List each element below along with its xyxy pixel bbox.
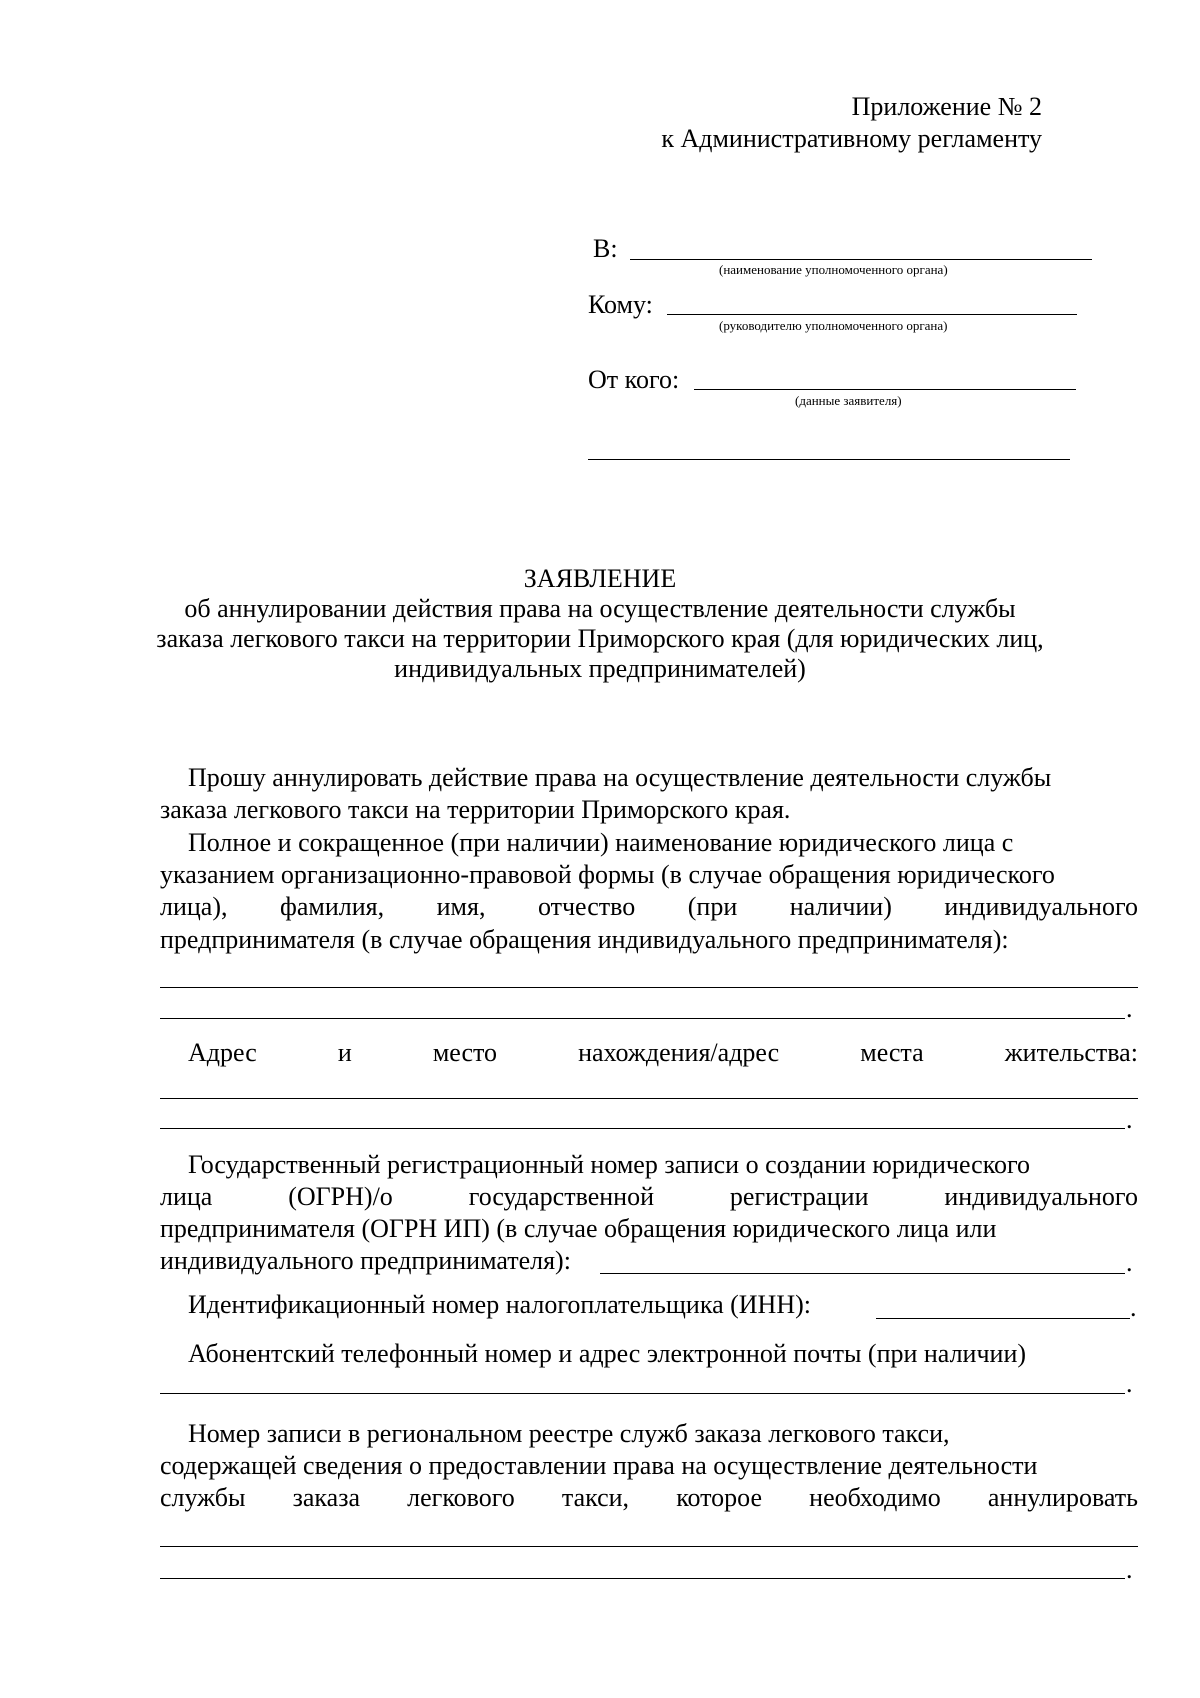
ogrn-fill-line <box>600 1273 1125 1274</box>
registry-line-3: службы заказа легкового такси, которое необходимо аннулировать <box>160 1483 1138 1512</box>
entity-name-period: . <box>1126 994 1133 1023</box>
request-line-2: заказа легкового такси на территории Приморского края. <box>160 795 791 824</box>
registry-period: . <box>1126 1555 1133 1584</box>
document-subtitle-line-2: заказа легкового такси на территории Приморского края (для юридических лиц, <box>156 624 1044 653</box>
document-subtitle-line-1: об аннулировании действия права на осуществление деятельности службы <box>184 594 1016 623</box>
document-heading: ЗАЯВЛЕНИЕ <box>523 564 677 593</box>
to-fill-line <box>630 259 1092 260</box>
whom-hint: (руководителю уполномоченного органа) <box>719 318 948 333</box>
whom-label: Кому: <box>588 290 653 319</box>
contacts-fill-line <box>160 1393 1125 1394</box>
entity-name-line-1: Полное и сокращенное (при наличии) наименование юридического лица с <box>188 828 1014 857</box>
request-line-1: Прошу аннулировать действие права на осуществление деятельности службы <box>188 763 1052 792</box>
address-label-line: Адрес и место нахождения/адрес места жительства: <box>188 1038 1138 1067</box>
ogrn-line-3: предпринимателя (ОГРН ИП) (в случае обращения юридического лица или <box>160 1214 997 1243</box>
from-extra-line <box>588 459 1070 460</box>
registry-line-1: Номер записи в региональном реестре служб заказа легкового такси, <box>188 1419 950 1448</box>
ogrn-period: . <box>1126 1248 1133 1277</box>
document-subtitle-line-3: индивидуальных предпринимателей) <box>394 654 806 683</box>
contacts-label: Абонентский телефонный номер и адрес электронной почты (при наличии) <box>188 1339 1027 1368</box>
ogrn-line-2: лица (ОГРН)/о государственной регистрации индивидуального <box>160 1182 1138 1211</box>
inn-fill-line <box>876 1318 1130 1319</box>
inn-label: Идентификационный номер налогоплательщика (ИНН): <box>188 1290 811 1319</box>
from-fill-line <box>694 389 1076 390</box>
ogrn-line-4: индивидуального предпринимателя): <box>160 1246 571 1275</box>
address-fill-line-1 <box>160 1098 1138 1099</box>
contacts-period: . <box>1126 1369 1133 1398</box>
registry-fill-line-2 <box>160 1578 1125 1579</box>
from-label: От кого: <box>588 365 680 394</box>
address-fill-line-2 <box>160 1128 1125 1129</box>
registry-fill-line-1 <box>160 1546 1138 1547</box>
whom-fill-line <box>667 314 1077 315</box>
appendix-number: Приложение № 2 <box>851 92 1042 121</box>
to-hint: (наименование уполномоченного органа) <box>719 262 948 277</box>
from-hint: (данные заявителя) <box>795 393 902 408</box>
entity-name-fill-line-1 <box>160 987 1138 988</box>
entity-name-fill-line-2 <box>160 1018 1125 1019</box>
entity-name-line-2: указанием организационно-правовой формы (в случае обращения юридического <box>160 860 1055 889</box>
entity-name-line-3: лица), фамилия, имя, отчество (при наличии) индивидуального <box>160 892 1138 921</box>
inn-period: . <box>1130 1293 1137 1322</box>
to-label: В: <box>593 234 618 263</box>
address-period: . <box>1126 1105 1133 1134</box>
registry-line-2: содержащей сведения о предоставлении права на осуществление деятельности <box>160 1451 1038 1480</box>
ogrn-line-1: Государственный регистрационный номер записи о создании юридического <box>188 1150 1031 1179</box>
appendix-reference: к Административному регламенту <box>661 124 1042 153</box>
entity-name-line-4: предпринимателя (в случае обращения индивидуального предпринимателя): <box>160 925 1009 954</box>
